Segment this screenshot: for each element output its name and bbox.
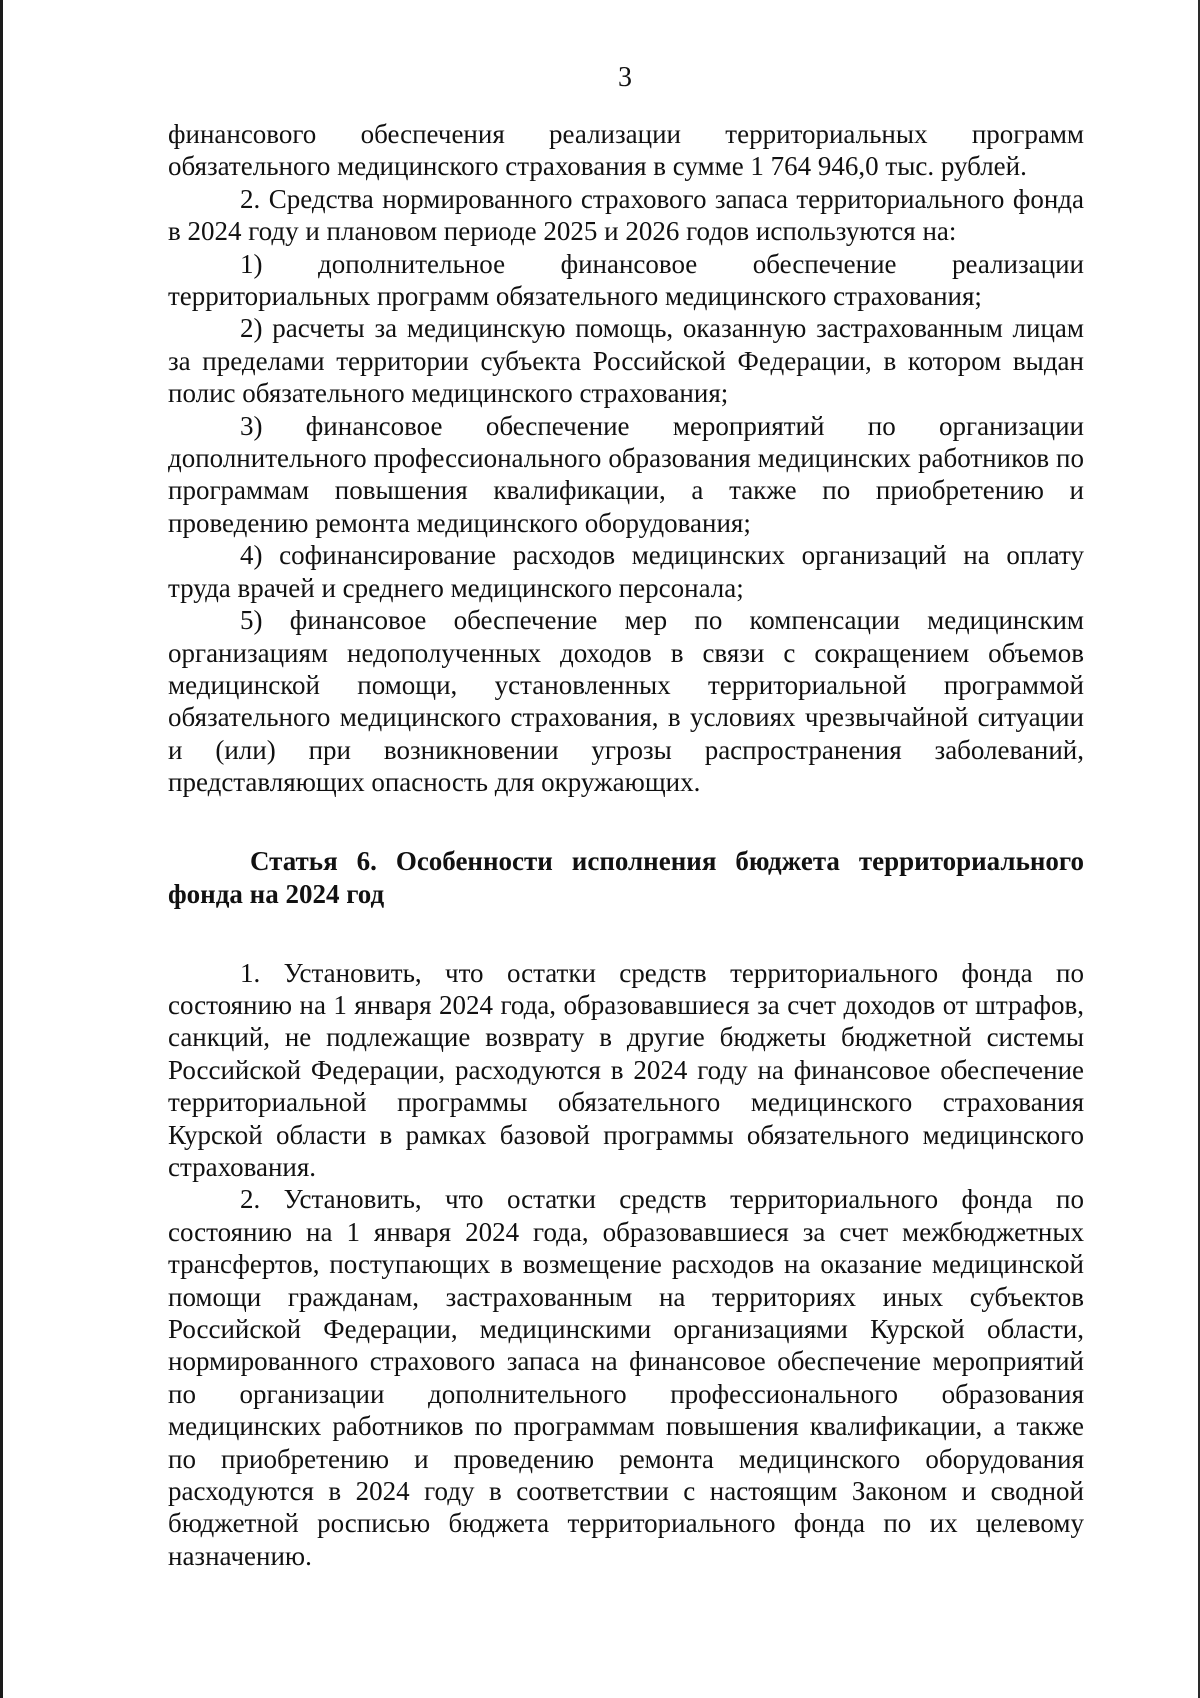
- list-item-3: 3) финансовое обеспечение мероприятий по организации дополнительного профессионального образования медицинских работников по программам повышения квалификации, а также по приобретению и проведению ремонта медицинского оборудования;: [168, 410, 1084, 538]
- list-item-1: 1) дополнительное финансовое обеспечение реализации территориальных программ обязательного медицинского страхования;: [168, 248, 1084, 312]
- paragraph-continuation: финансового обеспечения реализации территориальных программ обязательного медицинского страхования в сумме 1 764 946,0 тыс. рублей.: [168, 119, 1084, 182]
- article-heading: Статья 6. Особенности исполнения бюджета территориального фонда на 2024 год: [168, 845, 1084, 909]
- page-number: 3: [618, 62, 632, 93]
- document-body: [168, 118, 1084, 1572]
- list-item-5: 5) финансовое обеспечение мер по компенсации медицинским организациям недополученных доходов в связи с сокращением объемов медицинской помощи, установленных территориальной программой обязательного медицинского страхования, в условиях чрезвычайной ситуации и (или) при возникновении угрозы распространения заболеваний, представляющих опасность для окружающих.: [168, 605, 1084, 798]
- scan-edge-left: [0, 0, 3, 1698]
- paragraph-item-2: 2. Средства нормированного страхового запаса территориального фонда в 2024 году и плановом периоде 2025 и 2026 годов используются на:: [168, 183, 1084, 247]
- list-item-2: 2) расчеты за медицинскую помощь, оказанную застрахованным лицам за пределами территории субъекта Российской Федерации, в котором выдан полис обязательного медицинского страхования;: [168, 313, 1084, 409]
- list-item-4: 4) софинансирование расходов медицинских организаций на оплату труда врачей и среднего медицинского персонала;: [168, 540, 1084, 603]
- article-paragraph-1: 1. Установить, что остатки средств территориального фонда по состоянию на 1 января 2024 года, образовавшиеся за счет доходов от штрафов, санкций, не подлежащие возврату в другие бюджеты бюджетной системы Российской Федерации, расходуются в 2024 году на финансовое обеспечение территориальной программы обязательного медицинского страхования Курской области в рамках базовой программы обязательного медицинского страхования.: [168, 957, 1084, 1182]
- article-paragraph-2: 2. Установить, что остатки средств территориального фонда по состоянию на 1 января 2024 года, образовавшиеся за счет межбюджетных трансфертов, поступающих в возмещение расходов на оказание медицинской помощи гражданам, застрахованным на территориях иных субъектов Российской Федерации, медицинскими организациями Курской области, нормированного страхового запаса на финансовое обеспечение мероприятий по организации дополнительного профессионального образования медицинских работников по программам повышения квалификации, а также по приобретению и проведению ремонта медицинского оборудования расходуются в 2024 году в соответствии с настоящим Законом и сводной бюджетной росписью бюджета территориального фонда по их целевому назначению.: [168, 1184, 1084, 1571]
